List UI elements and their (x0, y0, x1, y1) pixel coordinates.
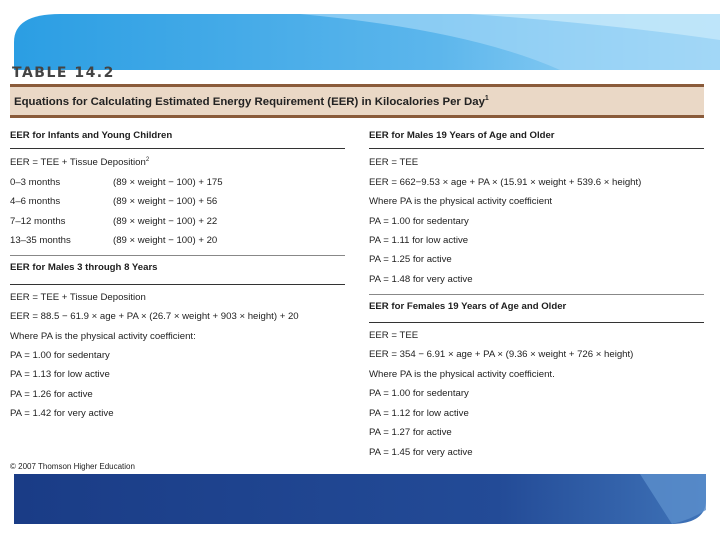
footer-shape (14, 474, 706, 524)
females-19-line: PA = 1.27 for active (369, 427, 452, 438)
females-19-line: PA = 1.12 for low active (369, 408, 469, 419)
males-19-line: PA = 1.00 for sedentary (369, 216, 469, 227)
males-3-8-line: PA = 1.00 for sedentary (10, 350, 110, 361)
males-19-line: PA = 1.25 for active (369, 254, 452, 265)
females-19-line: PA = 1.00 for sedentary (369, 388, 469, 399)
section-rule (369, 294, 704, 295)
females-19-section-title: EER for Females 19 Years of Age and Older (369, 301, 567, 312)
males-19-line: EER = TEE (369, 157, 419, 168)
males-19-line: Where PA is the physical activity coefficient (369, 196, 553, 207)
infant-age: 13–35 months (10, 235, 71, 246)
males-19-section-title: EER for Males 19 Years of Age and Older (369, 130, 555, 141)
infant-formula: (89 × weight − 100) + 20 (113, 235, 218, 246)
infants-section-title: EER for Infants and Young Children (10, 130, 173, 141)
females-19-line: EER = 354 − 6.91 × age + PA × (9.36 × weight + 726 × height) (369, 349, 634, 360)
males-3-8-line: PA = 1.13 for low active (10, 369, 110, 380)
infants-equation: EER = TEE + Tissue Deposition$^2$ (10, 157, 150, 169)
males-19-line: EER = 662−9.53 × age + PA × (15.91 × weight + 539.6 × height) (369, 177, 642, 188)
infant-formula: (89 × weight − 100) + 22 (113, 216, 218, 227)
females-19-line: PA = 1.45 for very active (369, 447, 473, 458)
males-3-8-section-title: EER for Males 3 through 8 Years (10, 262, 158, 273)
equation-footnote-marker: 2 (145, 157, 150, 163)
infant-age: 4–6 months (10, 196, 61, 207)
header-footnote-marker: 1 (484, 95, 489, 102)
males-3-8-line: EER = TEE + Tissue Deposition (10, 292, 146, 303)
females-19-line: Where PA is the physical activity coefficient. (369, 369, 555, 380)
infant-age: 7–12 months (10, 216, 66, 227)
infant-formula: (89 × weight − 100) + 56 (113, 196, 218, 207)
section-rule (10, 284, 345, 285)
females-19-line: EER = TEE (369, 330, 419, 341)
males-3-8-line: PA = 1.42 for very active (10, 408, 114, 419)
males-19-line: PA = 1.11 for low active (369, 235, 469, 246)
table-header-bar (10, 84, 704, 118)
table-title: TABLE 14.2 (12, 65, 115, 81)
copyright-credit: © 2007 Thomson Higher Education (10, 462, 135, 471)
section-rule (369, 148, 704, 149)
males-3-8-line: EER = 88.5 − 61.9 × age + PA × (26.7 × weight + 903 × height) + 20 (10, 311, 299, 322)
top-banner (0, 0, 720, 70)
males-19-line: PA = 1.48 for very active (369, 274, 473, 285)
infant-age: 0–3 months (10, 177, 61, 188)
table-header-title: Equations for Calculating Estimated Energy Requirement (EER) in Kilocalories Per Day$^1$ (14, 95, 489, 108)
section-rule (369, 322, 704, 323)
footer-band (0, 470, 720, 540)
section-rule (10, 148, 345, 149)
males-3-8-line: Where PA is the physical activity coefficient: (10, 331, 196, 342)
section-rule (10, 255, 345, 256)
infant-formula: (89 × weight − 100) + 175 (113, 177, 223, 188)
males-3-8-line: PA = 1.26 for active (10, 389, 93, 400)
